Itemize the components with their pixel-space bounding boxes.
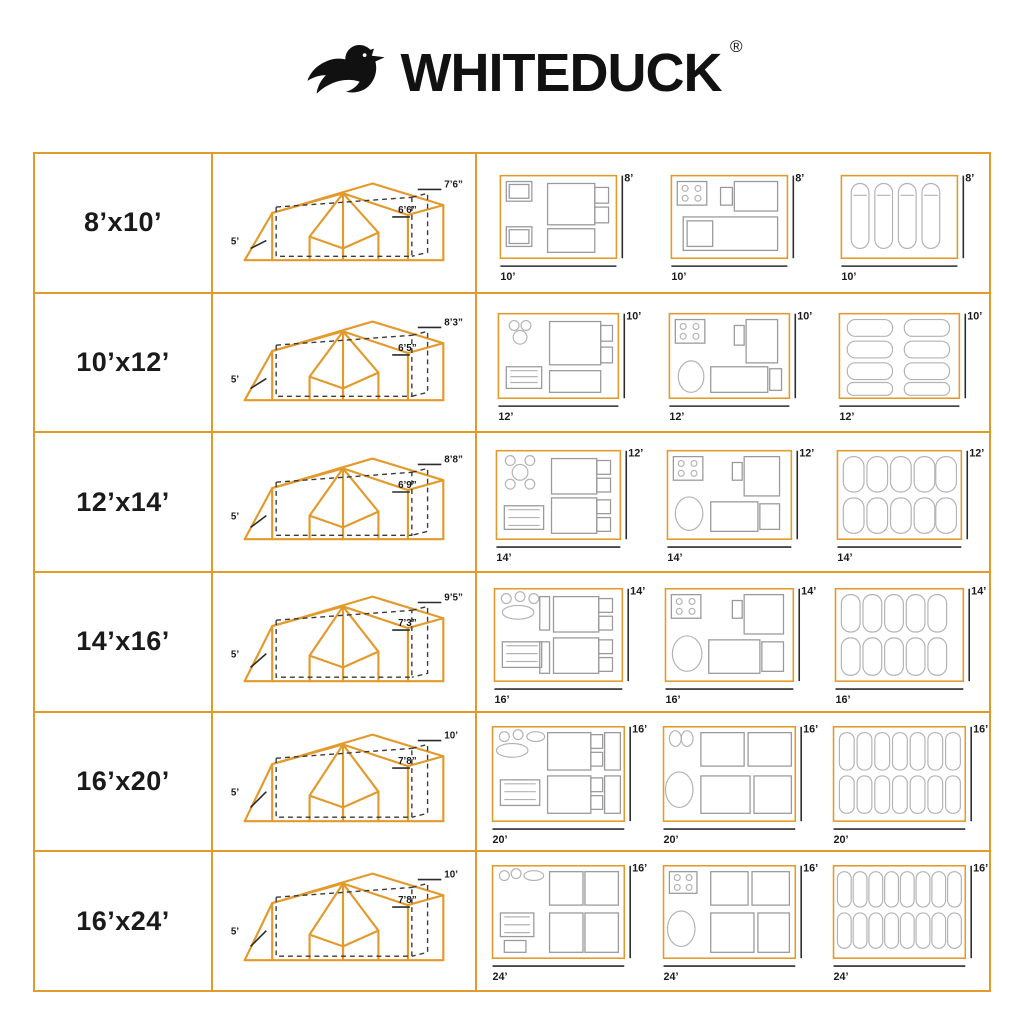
duck-icon: [303, 42, 389, 104]
living-layout-diagram: [477, 294, 648, 432]
door-height-label: 6’6”: [398, 205, 417, 217]
tent-elevation-diagram: [213, 713, 475, 851]
floorplan-kitchen: [648, 154, 819, 292]
depth-label: 14’: [971, 585, 987, 598]
elevation-cell: [213, 154, 477, 292]
floorplan-sleeping: [818, 852, 989, 990]
width-label: 14’: [837, 552, 853, 565]
kitchen-layout-diagram: [648, 433, 819, 571]
size-cell: [35, 713, 213, 851]
depth-label: 8’: [794, 172, 804, 185]
floorplan-sleeping: [818, 294, 989, 432]
depth-label: 10’: [967, 310, 983, 323]
table-row: [35, 713, 989, 853]
depth-label: 10’: [796, 310, 812, 323]
living-layout-diagram: [477, 154, 648, 292]
sleeping-layout-diagram: [818, 713, 989, 851]
brand-wordmark: [400, 37, 742, 103]
width-label: 24’: [663, 971, 679, 984]
depth-label: 8’: [624, 172, 634, 185]
sleeping-layout-diagram: [818, 294, 989, 432]
wall-height-label: 5’: [230, 787, 240, 799]
depth-label: 16’: [802, 723, 818, 736]
size-cell: [35, 852, 213, 990]
table-row: [35, 154, 989, 294]
tent-size-label: 8’x10’: [83, 207, 163, 238]
door-height-label: 6’9”: [398, 480, 417, 492]
tent-size-label: 10’x12’: [76, 347, 170, 377]
kitchen-layout-diagram: [648, 154, 819, 292]
brand-header: [0, 34, 1024, 112]
floorplan-kitchen: [648, 713, 819, 851]
elevation-cell: [213, 713, 477, 851]
depth-label: 16’: [802, 863, 818, 876]
depth-label: 8’: [965, 172, 975, 185]
tent-size-label: 14’x16’: [76, 626, 170, 657]
floorplans-cell: [477, 573, 989, 711]
width-label: 16’: [665, 693, 681, 706]
floorplan-living: [477, 294, 648, 432]
table-row: [35, 573, 989, 713]
peak-height-label: 7’6”: [444, 179, 463, 191]
depth-label: 16’: [973, 723, 989, 736]
peak-height-label: 10’: [444, 869, 458, 881]
width-label: 12’: [498, 410, 514, 423]
floorplan-living: [477, 154, 648, 292]
sleeping-layout-diagram: [818, 433, 989, 571]
width-label: 10’: [671, 270, 687, 283]
depth-label: 16’: [632, 863, 648, 876]
floorplans-cell: [477, 433, 989, 571]
peak-height-label: 8’8”: [444, 454, 463, 466]
depth-label: 14’: [800, 585, 816, 598]
width-label: 12’: [839, 410, 855, 423]
depth-label: 14’: [630, 585, 646, 598]
table-row: [35, 294, 989, 434]
registered-mark: ®: [729, 37, 742, 56]
floorplan-living: [477, 713, 648, 851]
size-table: [33, 152, 991, 992]
wall-height-label: 5’: [230, 236, 240, 248]
wall-height-label: 5’: [230, 374, 240, 386]
floorplan-sleeping: [818, 154, 989, 292]
size-cell: [35, 154, 213, 292]
floorplans-cell: [477, 154, 989, 292]
elevation-cell: [213, 433, 477, 571]
width-label: 20’: [492, 833, 508, 846]
depth-label: 16’: [632, 723, 648, 736]
depth-label: 16’: [973, 863, 989, 876]
width-label: 16’: [494, 693, 510, 706]
width-label: 10’: [500, 270, 516, 283]
depth-label: 10’: [626, 310, 642, 323]
floorplan-sleeping: [818, 573, 989, 711]
width-label: 24’: [492, 971, 508, 984]
floorplans-cell: [477, 852, 989, 990]
door-height-label: 7’8”: [398, 895, 417, 907]
floorplan-kitchen: [648, 573, 819, 711]
floorplan-living: [477, 433, 648, 571]
depth-label: 12’: [628, 447, 644, 460]
kitchen-layout-diagram: [648, 294, 819, 432]
wall-height-label: 5’: [230, 649, 240, 661]
floorplan-sleeping: [818, 713, 989, 851]
width-label: 16’: [835, 693, 851, 706]
peak-height-label: 10’: [444, 730, 458, 742]
wall-height-label: 5’: [230, 511, 240, 523]
door-height-label: 7’3”: [398, 618, 417, 630]
tent-elevation-diagram: [213, 154, 475, 292]
width-label: 14’: [496, 552, 512, 565]
depth-label: 12’: [798, 447, 814, 460]
tent-elevation-diagram: [213, 433, 475, 571]
living-layout-diagram: [477, 433, 648, 571]
floorplans-cell: [477, 713, 989, 851]
width-label: 20’: [833, 833, 849, 846]
kitchen-layout-diagram: [648, 713, 819, 851]
floorplan-living: [477, 573, 648, 711]
living-layout-diagram: [477, 852, 648, 990]
width-label: 12’: [669, 410, 685, 423]
elevation-cell: [213, 852, 477, 990]
width-label: 14’: [667, 552, 683, 565]
floorplan-living: [477, 852, 648, 990]
size-cell: [35, 573, 213, 711]
door-height-label: 6’5”: [398, 342, 417, 354]
kitchen-layout-diagram: [648, 852, 819, 990]
brand-name: WHITEDUCK: [400, 43, 722, 103]
sleeping-layout-diagram: [818, 573, 989, 711]
width-label: 10’: [841, 270, 857, 283]
tent-elevation-diagram: [213, 852, 475, 990]
wall-height-label: 5’: [230, 926, 240, 938]
door-height-label: 7’8”: [398, 755, 417, 767]
tent-size-label: 16’x20’: [76, 766, 170, 797]
tent-elevation-diagram: [213, 573, 475, 711]
tent-size-label: 16’x24’: [76, 905, 170, 936]
sleeping-layout-diagram: [818, 154, 989, 292]
elevation-cell: [213, 573, 477, 711]
floorplan-kitchen: [648, 852, 819, 990]
floorplan-sleeping: [818, 433, 989, 571]
living-layout-diagram: [477, 573, 648, 711]
floorplan-kitchen: [648, 294, 819, 432]
peak-height-label: 8’3”: [444, 317, 463, 329]
table-row: [35, 433, 989, 573]
tent-size-label: 12’x14’: [76, 486, 170, 517]
width-label: 24’: [833, 971, 849, 984]
size-cell: [35, 433, 213, 571]
peak-height-label: 9’5”: [444, 592, 463, 604]
kitchen-layout-diagram: [648, 573, 819, 711]
floorplan-kitchen: [648, 433, 819, 571]
elevation-cell: [213, 294, 477, 432]
sleeping-layout-diagram: [818, 852, 989, 990]
size-cell: [35, 294, 213, 432]
floorplans-cell: [477, 294, 989, 432]
depth-label: 12’: [969, 447, 985, 460]
table-row: [35, 852, 989, 990]
width-label: 20’: [663, 833, 679, 846]
living-layout-diagram: [477, 713, 648, 851]
tent-elevation-diagram: [213, 294, 475, 432]
